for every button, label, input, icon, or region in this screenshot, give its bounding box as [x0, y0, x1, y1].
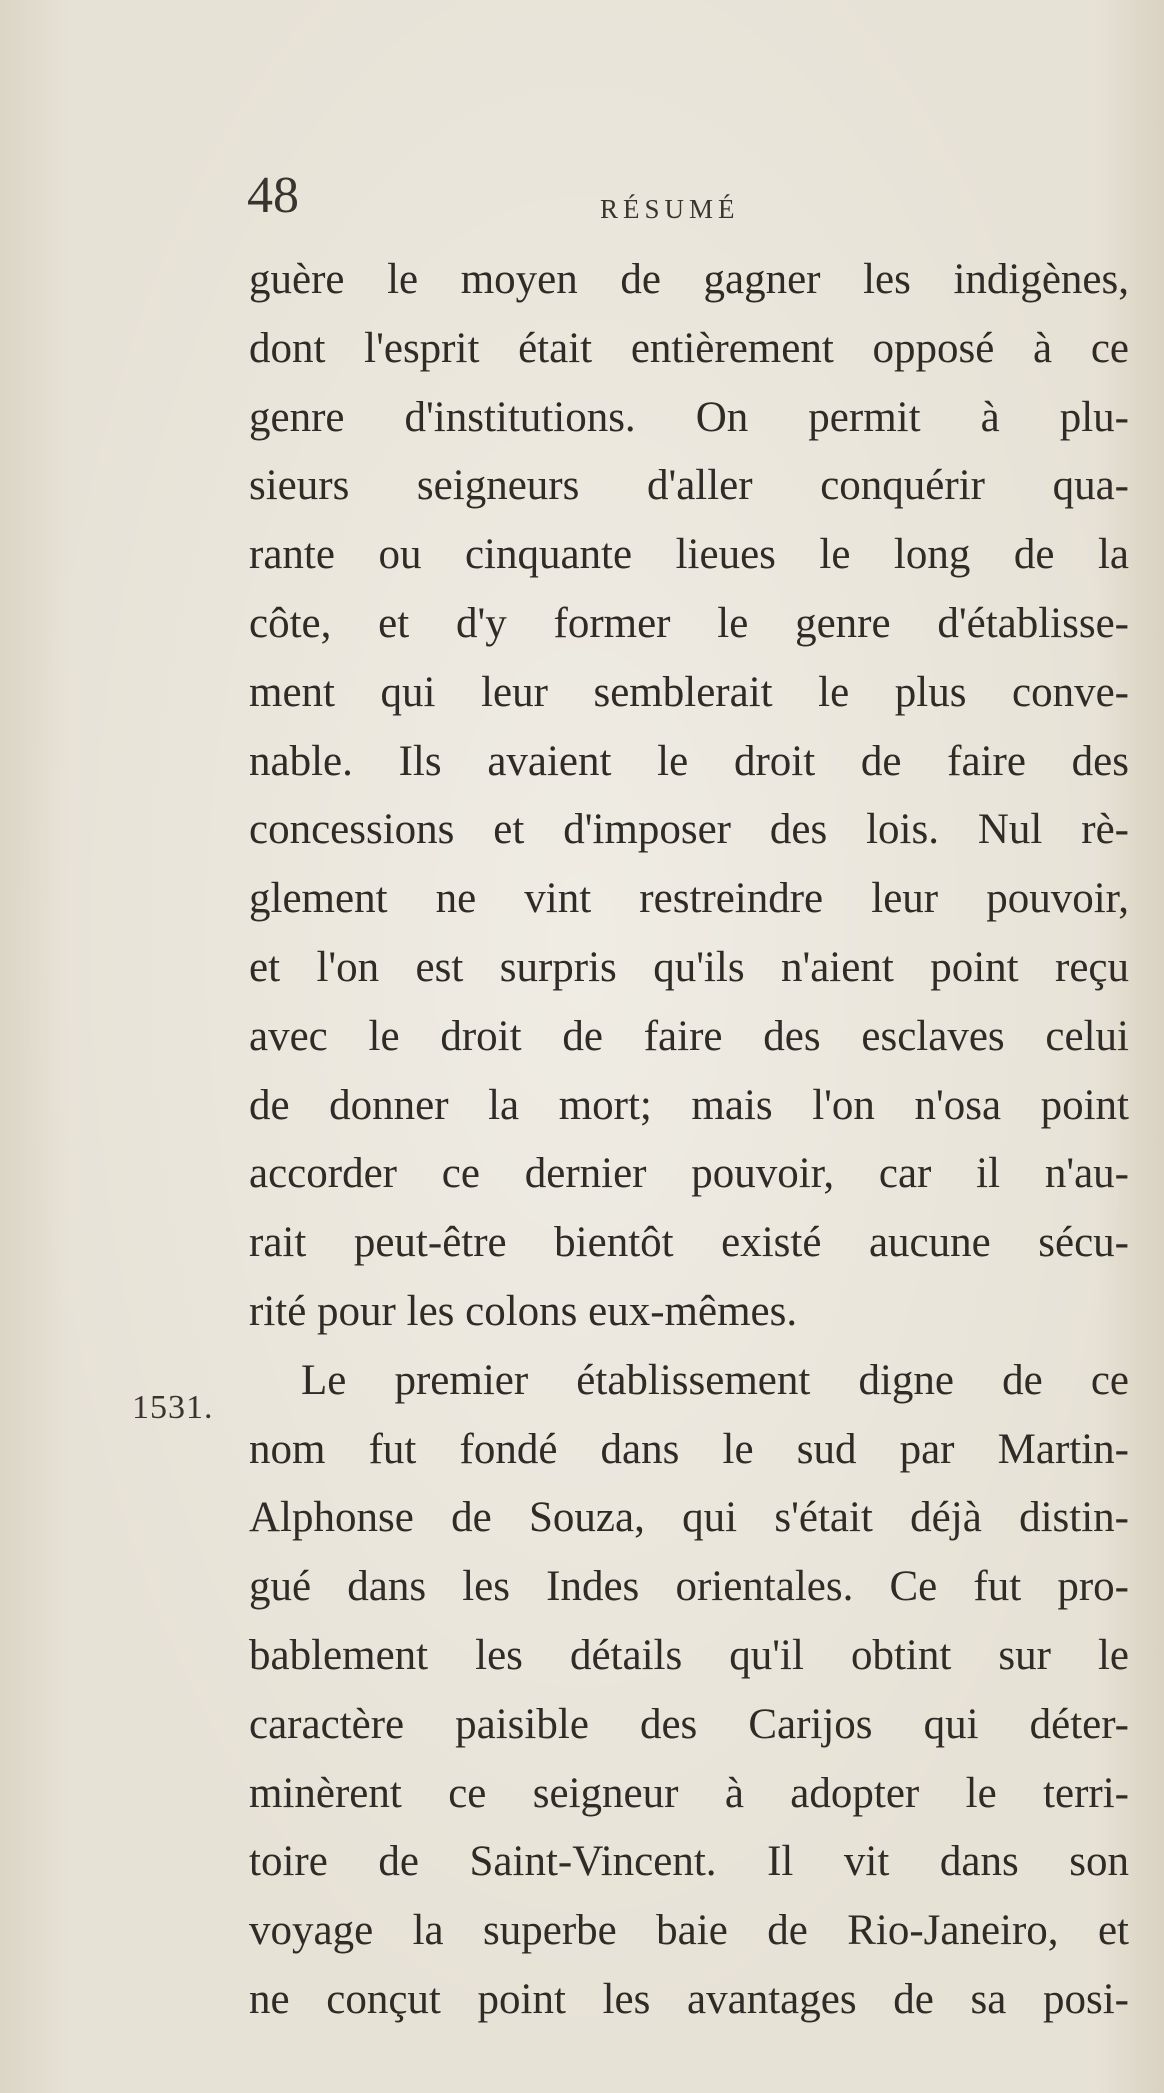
text-line: dont l'esprit était entièrement opposé à ce	[249, 324, 1129, 372]
text-line: de donner la mort; mais l'on n'osa point	[249, 1081, 1129, 1129]
text-line: bablement les détails qu'il obtint sur le	[249, 1631, 1129, 1679]
running-head: RÉSUMÉ	[600, 194, 740, 224]
text-line: Alphonse de Souza, qui s'était déjà distin-	[249, 1494, 1129, 1542]
text-line: caractère paisible des Carijos qui déter-	[249, 1700, 1129, 1748]
paragraph-end-line: rité pour les colons eux-mêmes.	[249, 1287, 798, 1335]
paragraph-start-line: Le premier établissement digne de ce	[301, 1356, 1129, 1404]
text-line: nom fut fondé dans le sud par Martin-	[249, 1425, 1129, 1473]
text-line: gué dans les Indes orientales. Ce fut pro-	[249, 1563, 1129, 1611]
text-line: accorder ce dernier pouvoir, car il n'au-	[249, 1150, 1129, 1198]
text-line: concessions et d'imposer des lois. Nul rè-	[249, 806, 1129, 854]
text-line: toire de Saint-Vincent. Il vit dans son	[249, 1838, 1129, 1886]
text-line: voyage la superbe baie de Rio-Janeiro, et	[249, 1907, 1129, 1955]
text-line: nable. Ils avaient le droit de faire des	[249, 737, 1129, 785]
text-line: minèrent ce seigneur à adopter le terri-	[249, 1769, 1129, 1817]
margin-date-note: 1531.	[132, 1389, 214, 1426]
page-number: 48	[247, 167, 299, 224]
text-line: ne conçut point les avantages de sa posi-	[249, 1975, 1129, 2023]
text-line: rante ou cinquante lieues le long de la	[249, 531, 1129, 579]
text-line: genre d'institutions. On permit à plu-	[249, 393, 1129, 441]
text-line: sieurs seigneurs d'aller conquérir qua-	[249, 462, 1129, 510]
text-line: et l'on est surpris qu'ils n'aient point reçu	[249, 943, 1129, 991]
body-text	[249, 246, 1129, 2035]
text-line: glement ne vint restreindre leur pouvoir,	[249, 875, 1129, 923]
text-line: ment qui leur semblerait le plus conve-	[249, 668, 1129, 716]
text-line: côte, et d'y former le genre d'établisse-	[249, 599, 1129, 647]
text-line: avec le droit de faire des esclaves celui	[249, 1012, 1129, 1060]
text-line: guère le moyen de gagner les indigènes,	[249, 256, 1129, 303]
text-line: rait peut-être bientôt existé aucune sécu-	[249, 1219, 1129, 1267]
